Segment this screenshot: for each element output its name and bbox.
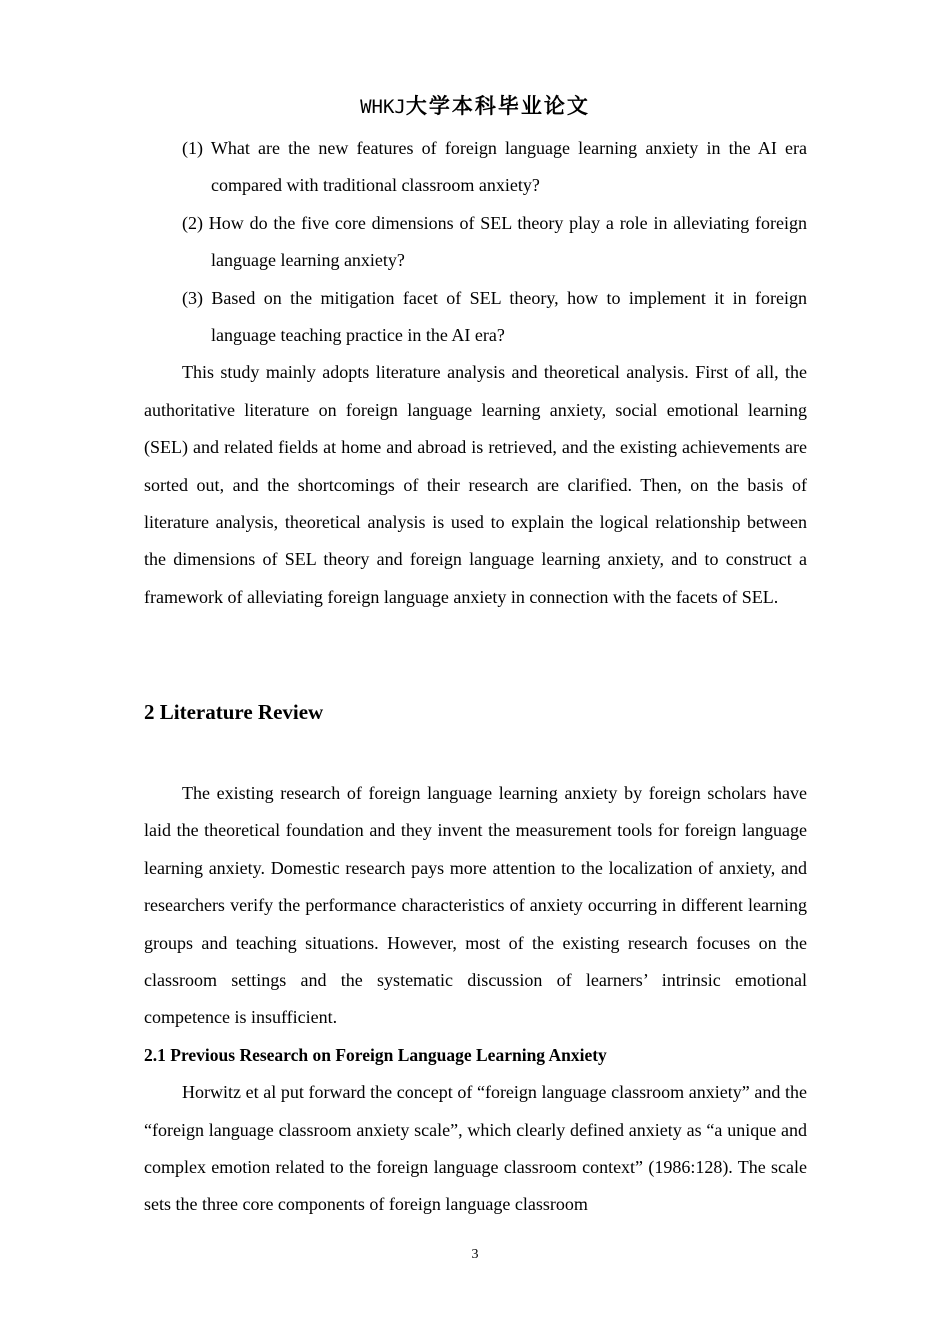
research-question-2: (2) How do the five core dimensions of SEL theory play a role in alleviating foreign language learning anxiety? — [182, 212, 807, 271]
body-content — [144, 130, 807, 1215]
header-thesis-title: 大学本科毕业论文 — [405, 94, 590, 118]
header-university-code: WHKJ — [360, 96, 406, 118]
literature-review-body — [144, 775, 807, 1224]
running-header — [0, 92, 950, 121]
previous-research-paragraph: Horwitz et al put forward the concept of “foreign language classroom anxiety” and the “foreign language classroom anxiety scale”, which clearly defined anxiety as “a unique and complex emotion related to the foreign language classroom context” (1986:128). The scale sets the three core components of foreign language classroom — [144, 1082, 807, 1215]
method-paragraph: This study mainly adopts literature analysis and theoretical analysis. First of all, the authoritative literature on foreign language learning anxiety, social emotional learning (SEL) and related fields at home and abroad is retrieved, and the existing achievements are sorted out, and the shortcomings of their research are clarified. Then, on the basis of literature analysis, theoretical analysis is used to explain the logical relationship between the dimensions of SEL theory and foreign language learning anxiety, and to construct a framework of alleviating foreign language anxiety in connection with the facets of SEL. — [144, 362, 807, 607]
research-questions — [144, 130, 807, 354]
section-heading-literature-review: 2 Literature Review — [144, 700, 324, 724]
research-question-3: (3) Based on the mitigation facet of SEL theory, how to implement it in foreign language teaching practice in the AI era? — [182, 287, 807, 346]
page-number: 3 — [471, 1247, 479, 1262]
research-question-1: (1) What are the new features of foreign language learning anxiety in the AI era compared with traditional classroom anxiety? — [182, 138, 807, 196]
literature-review-intro: The existing research of foreign language learning anxiety by foreign scholars have laid the theoretical foundation and they invent the measurement tools for foreign language learning anxiety. Domestic research pays more attention to the localization of anxiety, and researchers verify the performance characteristics of anxiety occurring in different learning groups and teaching situations. However, most of the existing research focuses on the classroom settings and the systematic discussion of learners’ intrinsic emotional competence is insufficient. — [144, 783, 807, 1028]
subsection-heading-previous-research: 2.1 Previous Research on Foreign Language Learning Anxiety — [144, 1044, 607, 1065]
